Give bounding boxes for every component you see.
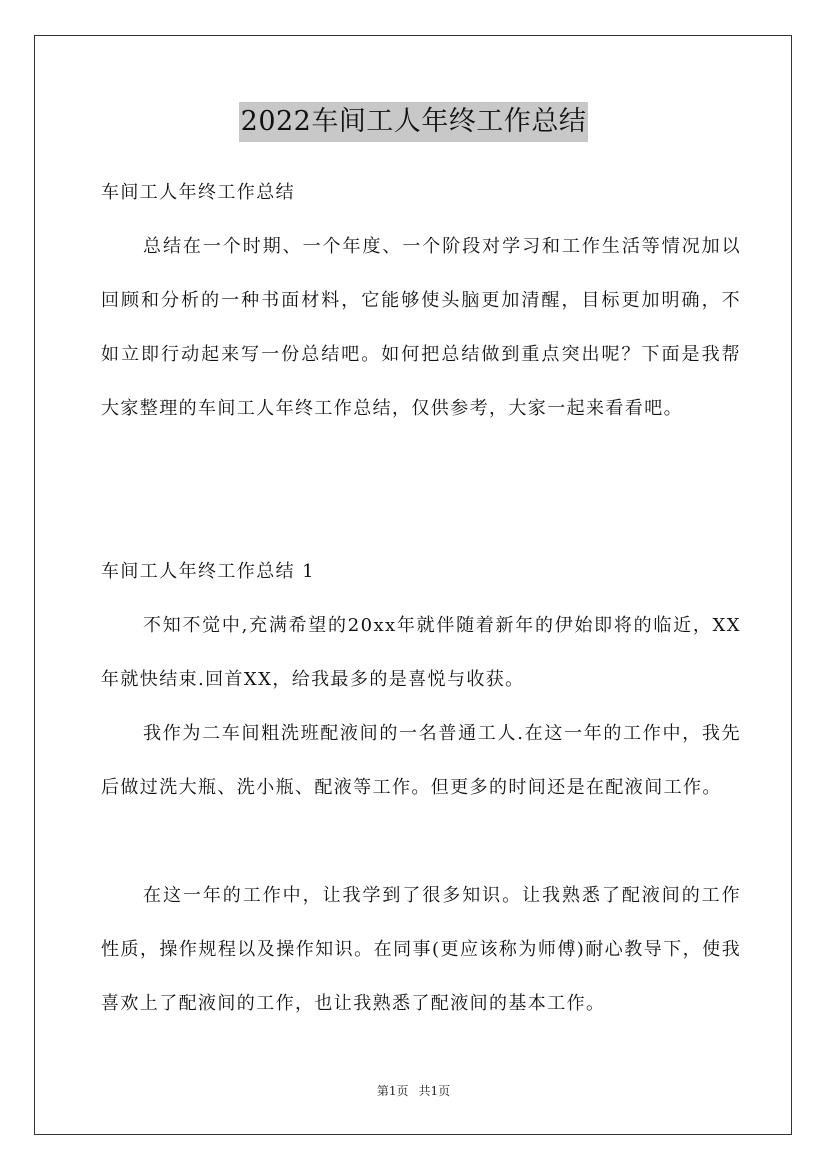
intro-heading: 车间工人年终工作总结: [101, 182, 295, 203]
paragraph-3: 在这一年的工作中，让我学到了很多知识。让我熟悉了配液间的工作性质，操作规程以及操作知识。在同事(更应该称为师傅)耐心教导下，使我喜欢上了配液间的工作，也让我熟悉了配液间的基本工作。: [101, 885, 741, 1014]
document-title: 2022车间工人年终工作总结: [239, 102, 589, 142]
paragraph-1: 不知不觉中,充满希望的20xx年就伴随着新年的伊始即将的临近，XX年就快结束.回首XX，给我最多的是喜悦与收获。: [101, 615, 741, 690]
page-footer: [0, 1082, 827, 1100]
paragraph-2: 我作为二车间粗洗班配液间的一名普通工人.在这一年的工作中，我先后做过洗大瓶、洗小瓶、配液等工作。但更多的时间还是在配液间工作。: [101, 723, 741, 798]
intro-paragraph: 总结在一个时期、一个年度、一个阶段对学习和工作生活等情况加以回顾和分析的一种书面材料，它能够使头脑更加清醒，目标更加明确，不如立即行动起来写一份总结吧。如何把总结做到重点突出呢？下面是我帮大家整理的车间工人年终工作总结，仅供参考，大家一起来看看吧。: [101, 236, 741, 419]
page-number: 第1页: [376, 1084, 409, 1098]
title-container: [0, 102, 827, 142]
section-1-heading: 车间工人年终工作总结 1: [101, 561, 315, 582]
page-total: 共1页: [418, 1084, 451, 1098]
